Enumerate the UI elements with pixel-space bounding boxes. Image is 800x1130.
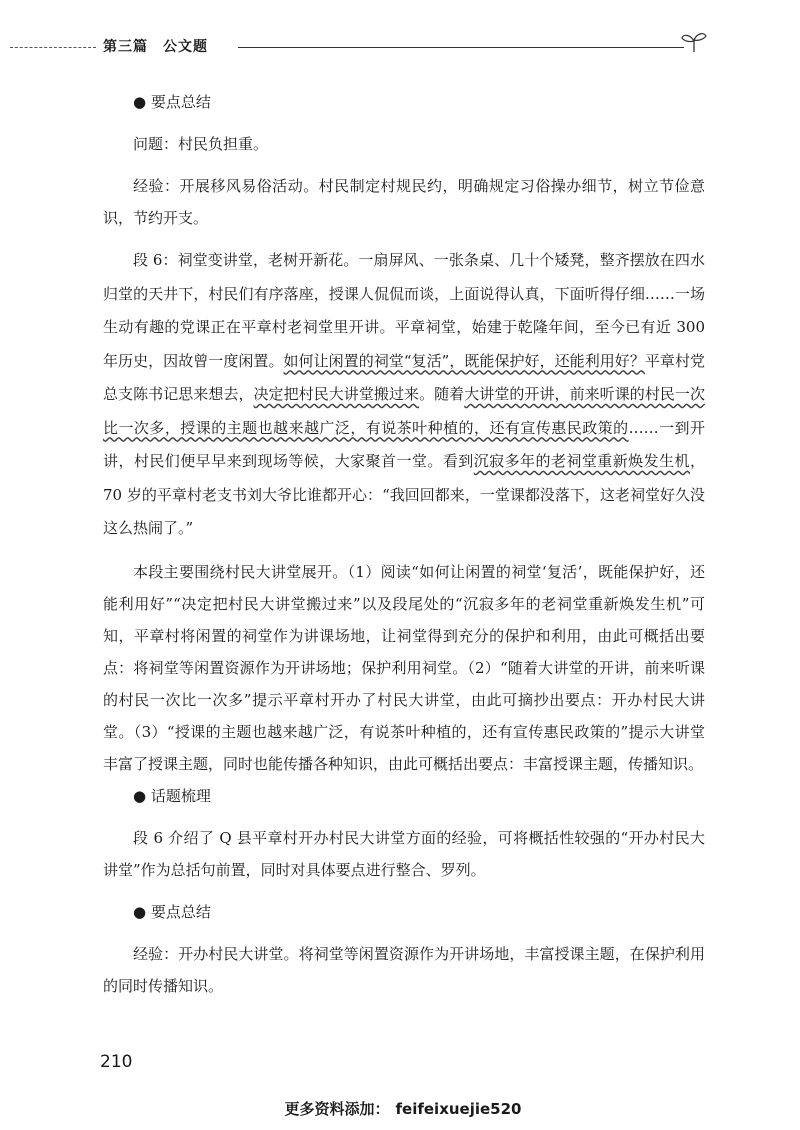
para6-underline-1: 如何让闲置的祠堂“复活”，既能保护好，还能利用好？: [283, 351, 645, 370]
para6-text-5: ，70 岁的平章村老支书刘大爷比谁都开心：“我回回都来，一堂课都没落下，这老祠堂好久没这么热闹了。”: [103, 452, 705, 537]
summary-heading: ● 要点总结: [133, 93, 211, 111]
para6-text-1: 段 6：祠堂变讲堂，老树开新花。一扇屏风、一张条桌、几十个矮凳，整齐摆放在四水归堂的天井下，村民们有序落座，授课人侃侃而谈，上面说得认真，下面听得仔细……一场生动有趣的党课正在平章村老祠堂里开讲。平章祠堂，始建于乾隆年间，至今已有近 300 年历史，因故曾一度闲置。: [103, 251, 705, 370]
footer-label: 更多资料添加：: [284, 1100, 390, 1118]
topic-heading: ● 话题梳理: [133, 786, 211, 805]
para6-text-3: 。随着: [419, 385, 465, 403]
para6-text-4: ……一到开讲，村民们便早早来到现场等候，大家聚首一堂。看到: [103, 418, 705, 470]
paragraph-6: [103, 244, 705, 546]
running-header: [0, 30, 800, 66]
summary-heading-2: ● 要点总结: [133, 902, 211, 921]
para6-underline-3: 大讲堂的开讲，前来听课的村民一次比一次多，授课的主题也越来越广泛，有说茶叶种植的，还有宣传惠民政策的: [103, 385, 705, 437]
footer-note: [0, 1098, 800, 1119]
para6-underline-2: 决定把村民大讲堂搬过来: [253, 385, 420, 403]
footer-contact: feifeixuejie520: [395, 1100, 522, 1118]
page-body: [103, 86, 705, 1002]
experience-text-2: 经验：开办村民大讲堂。将祠堂等闲置资源作为开讲场地，丰富授课主题，在保护利用的同时传播知识。: [103, 944, 705, 995]
header-dashed-rule: [10, 47, 96, 48]
analysis-text: 本段主要围绕村民大讲堂展开。（1）阅读“如何让闲置的祠堂‘复活’，既能保护好，还能利用好”“决定把村民大讲堂搬过来”以及段尾处的“沉寂多年的老祠堂重新焕发生机”可知，平章村将闲置的祠堂作为讲课场地，让祠堂得到充分的保护和利用，由此可概括出要点：将祠堂等闲置资源作为开讲场地；保护利用祠堂。（2）“随着大讲堂的开讲，前来听课的村民一次比一次多”提示平章村开办了村民大讲堂，由此可摘抄出要点：开办村民大讲堂。（3）“授课的主题也越来越广泛，有说茶叶种植的，还有宣传惠民政策的”提示大讲堂丰富了授课主题，同时也能传播各种知识，由此可概括出要点：丰富授课主题，传播知识。: [103, 562, 705, 773]
para6-underline-4: 沉寂多年的老祠堂重新焕发生机: [473, 452, 690, 470]
sprout-icon: [680, 30, 708, 54]
page-number: 210: [100, 1052, 133, 1072]
header-rule: [238, 47, 684, 48]
topic-text: 段 6 介绍了 Q 县平章村开办村民大讲堂方面的经验，可将概括性较强的“开办村民大讲堂”作为总括句前置，同时对具体要点进行整合、罗列。: [103, 828, 705, 879]
experience-text: 经验：开展移风易俗活动。村民制定村规民约，明确规定习俗操办细节，树立节俭意识，节约开支。: [103, 177, 705, 227]
problem-text: 问题：村民负担重。: [133, 135, 269, 153]
section-title: 第三篇 公文题: [103, 39, 208, 55]
para6-text-2: 平章村党总支陈书记思来想去，: [103, 351, 705, 403]
